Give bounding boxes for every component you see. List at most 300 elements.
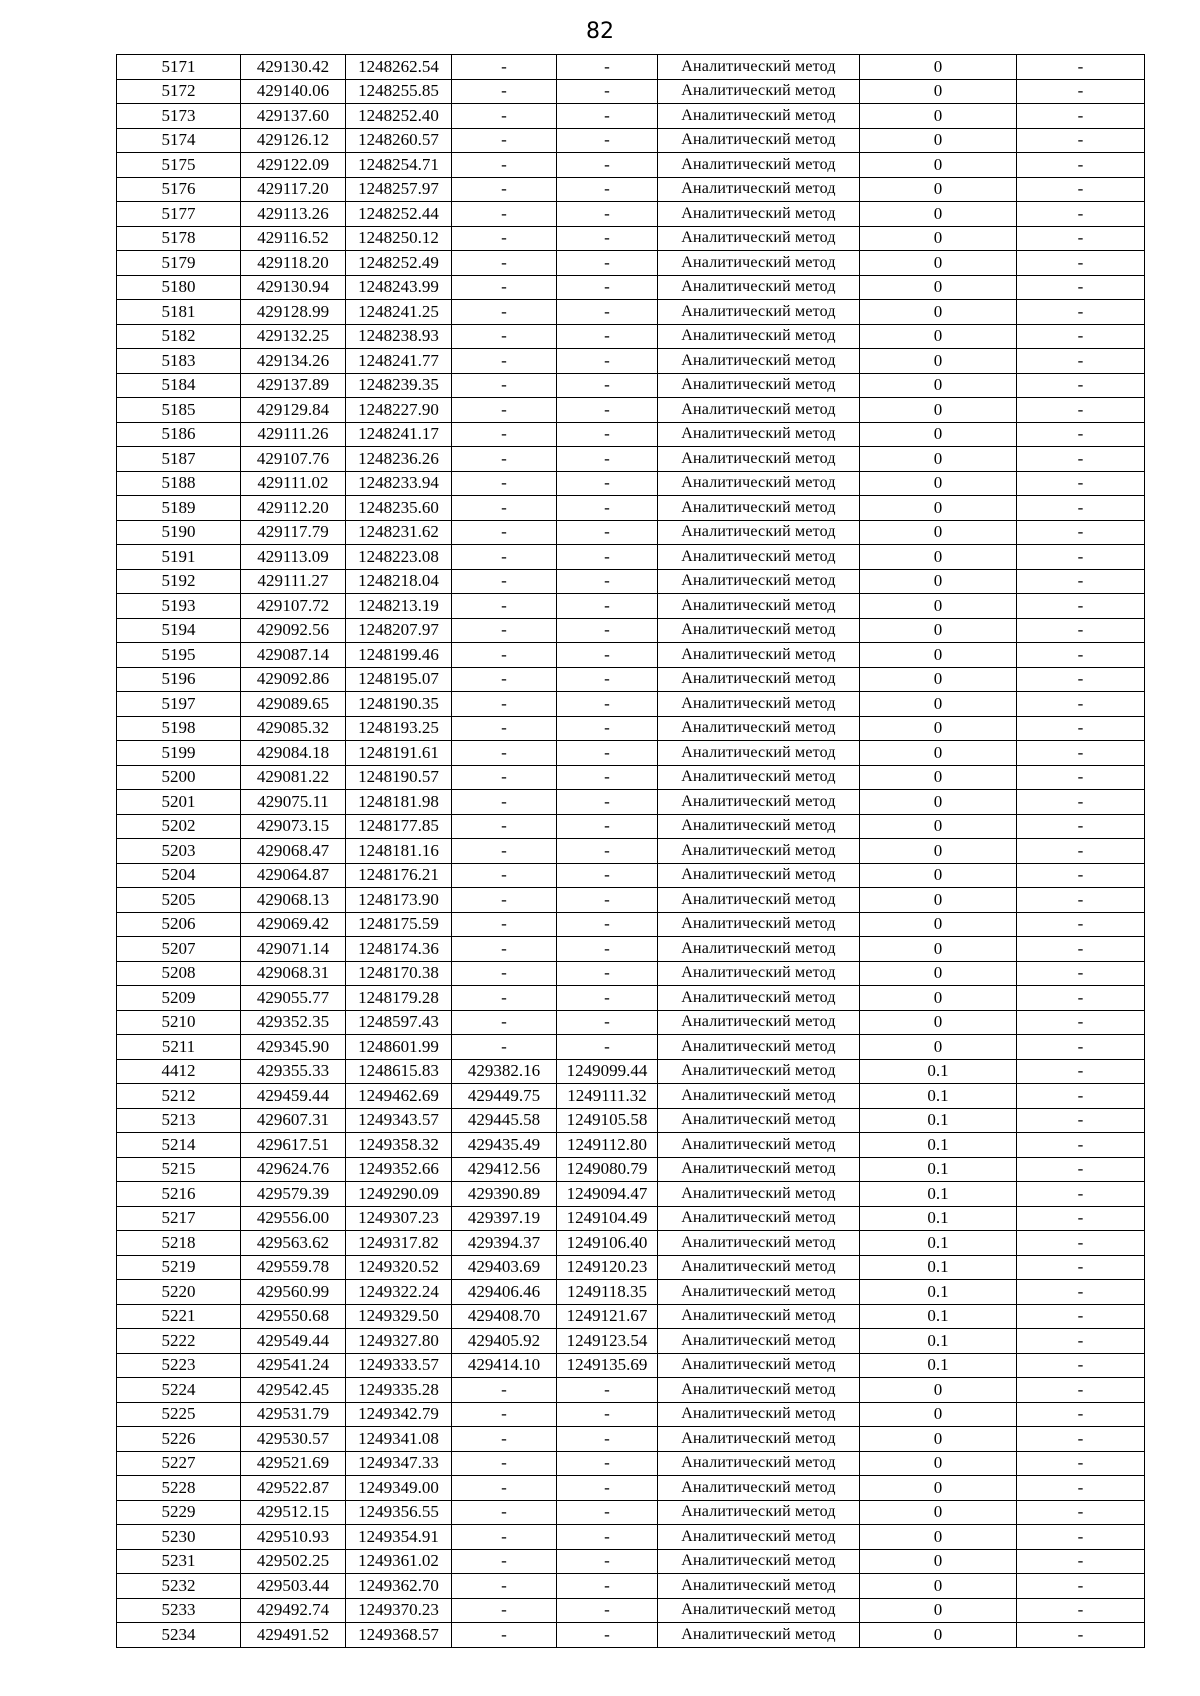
note-cell: - [1017,1427,1145,1452]
y2-coord-cell: - [557,545,658,570]
table-body [117,55,1145,1648]
table-row [117,716,1145,741]
x-coord-cell: 429092.86 [241,667,346,692]
method-cell: Аналитический метод [658,496,860,521]
y-coord-cell: 1248597.43 [346,1010,452,1035]
y-coord-cell: 1248257.97 [346,177,452,202]
x2-coord-cell: 429382.16 [452,1059,557,1084]
y-coord-cell: 1248238.93 [346,324,452,349]
note-cell: - [1017,1206,1145,1231]
point-number-cell: 5182 [117,324,241,349]
x-coord-cell: 429503.44 [241,1574,346,1599]
accuracy-cell: 0 [860,1378,1017,1403]
table-row [117,1525,1145,1550]
x-coord-cell: 429352.35 [241,1010,346,1035]
table-row [117,128,1145,153]
accuracy-cell: 0 [860,618,1017,643]
accuracy-cell: 0 [860,643,1017,668]
y-coord-cell: 1248227.90 [346,398,452,423]
x2-coord-cell: 429394.37 [452,1231,557,1256]
note-cell: - [1017,937,1145,962]
x-coord-cell: 429556.00 [241,1206,346,1231]
accuracy-cell: 0 [860,1010,1017,1035]
note-cell: - [1017,1133,1145,1158]
y2-coord-cell: - [557,569,658,594]
method-cell: Аналитический метод [658,1378,860,1403]
point-number-cell: 5185 [117,398,241,423]
point-number-cell: 5178 [117,226,241,251]
x-coord-cell: 429522.87 [241,1476,346,1501]
table-row [117,1084,1145,1109]
x2-coord-cell: 429408.70 [452,1304,557,1329]
point-number-cell: 5221 [117,1304,241,1329]
note-cell: - [1017,447,1145,472]
table-row [117,422,1145,447]
point-number-cell: 5193 [117,594,241,619]
y2-coord-cell: - [557,765,658,790]
x2-coord-cell: 429390.89 [452,1182,557,1207]
point-number-cell: 5227 [117,1451,241,1476]
y2-coord-cell: - [557,1500,658,1525]
y2-coord-cell: - [557,202,658,227]
y-coord-cell: 1248176.21 [346,863,452,888]
method-cell: Аналитический метод [658,373,860,398]
x2-coord-cell: - [452,471,557,496]
note-cell: - [1017,961,1145,986]
note-cell: - [1017,104,1145,129]
method-cell: Аналитический метод [658,251,860,276]
accuracy-cell: 0 [860,300,1017,325]
method-cell: Аналитический метод [658,1157,860,1182]
x-coord-cell: 429491.52 [241,1623,346,1648]
x-coord-cell: 429126.12 [241,128,346,153]
x-coord-cell: 429111.02 [241,471,346,496]
accuracy-cell: 0 [860,912,1017,937]
table-row [117,839,1145,864]
y-coord-cell: 1249370.23 [346,1598,452,1623]
table-row [117,55,1145,80]
accuracy-cell: 0.1 [860,1157,1017,1182]
note-cell: - [1017,496,1145,521]
method-cell: Аналитический метод [658,667,860,692]
point-number-cell: 5197 [117,692,241,717]
y-coord-cell: 1248190.57 [346,765,452,790]
y2-coord-cell: - [557,177,658,202]
x-coord-cell: 429355.33 [241,1059,346,1084]
x2-coord-cell: - [452,275,557,300]
note-cell: - [1017,177,1145,202]
table-row [117,912,1145,937]
point-number-cell: 5229 [117,1500,241,1525]
x2-coord-cell: - [452,937,557,962]
note-cell: - [1017,1451,1145,1476]
x-coord-cell: 429068.31 [241,961,346,986]
method-cell: Аналитический метод [658,1525,860,1550]
accuracy-cell: 0 [860,569,1017,594]
point-number-cell: 5184 [117,373,241,398]
table-row [117,937,1145,962]
table-row [117,1500,1145,1525]
x-coord-cell: 429510.93 [241,1525,346,1550]
method-cell: Аналитический метод [658,1280,860,1305]
note-cell: - [1017,1598,1145,1623]
note-cell: - [1017,1500,1145,1525]
note-cell: - [1017,765,1145,790]
method-cell: Аналитический метод [658,1108,860,1133]
method-cell: Аналитический метод [658,1304,860,1329]
note-cell: - [1017,912,1145,937]
accuracy-cell: 0 [860,716,1017,741]
y-coord-cell: 1249368.57 [346,1623,452,1648]
table-row [117,545,1145,570]
x2-coord-cell: - [452,618,557,643]
accuracy-cell: 0 [860,741,1017,766]
y-coord-cell: 1248181.16 [346,839,452,864]
method-cell: Аналитический метод [658,128,860,153]
y2-coord-cell: - [557,1549,658,1574]
y-coord-cell: 1249342.79 [346,1402,452,1427]
y-coord-cell: 1248190.35 [346,692,452,717]
x-coord-cell: 429345.90 [241,1035,346,1060]
y2-coord-cell: 1249105.58 [557,1108,658,1133]
x-coord-cell: 429134.26 [241,349,346,374]
x2-coord-cell: - [452,496,557,521]
table-row [117,104,1145,129]
method-cell: Аналитический метод [658,202,860,227]
accuracy-cell: 0 [860,986,1017,1011]
method-cell: Аналитический метод [658,863,860,888]
x2-coord-cell: 429397.19 [452,1206,557,1231]
y-coord-cell: 1249317.82 [346,1231,452,1256]
y2-coord-cell: - [557,1476,658,1501]
note-cell: - [1017,692,1145,717]
accuracy-cell: 0 [860,1476,1017,1501]
y2-coord-cell: - [557,1623,658,1648]
point-number-cell: 5224 [117,1378,241,1403]
point-number-cell: 5174 [117,128,241,153]
table-row [117,398,1145,423]
method-cell: Аналитический метод [658,1231,860,1256]
y-coord-cell: 1248601.99 [346,1035,452,1060]
x-coord-cell: 429137.60 [241,104,346,129]
y-coord-cell: 1248241.25 [346,300,452,325]
accuracy-cell: 0 [860,398,1017,423]
y-coord-cell: 1248243.99 [346,275,452,300]
x-coord-cell: 429530.57 [241,1427,346,1452]
table-row [117,1231,1145,1256]
method-cell: Аналитический метод [658,937,860,962]
x-coord-cell: 429130.94 [241,275,346,300]
point-number-cell: 5198 [117,716,241,741]
y2-coord-cell: - [557,986,658,1011]
x2-coord-cell: - [452,1378,557,1403]
table-row [117,1182,1145,1207]
x2-coord-cell: - [452,1427,557,1452]
x-coord-cell: 429117.79 [241,520,346,545]
accuracy-cell: 0 [860,1451,1017,1476]
y-coord-cell: 1249361.02 [346,1549,452,1574]
y-coord-cell: 1249333.57 [346,1353,452,1378]
x-coord-cell: 429055.77 [241,986,346,1011]
accuracy-cell: 0 [860,594,1017,619]
note-cell: - [1017,398,1145,423]
y2-coord-cell: - [557,398,658,423]
accuracy-cell: 0.1 [860,1206,1017,1231]
x-coord-cell: 429111.27 [241,569,346,594]
table-row [117,765,1145,790]
method-cell: Аналитический метод [658,1598,860,1623]
table-row [117,888,1145,913]
point-number-cell: 5223 [117,1353,241,1378]
x2-coord-cell: - [452,447,557,472]
table-row [117,496,1145,521]
method-cell: Аналитический метод [658,1206,860,1231]
y2-coord-cell: - [557,520,658,545]
method-cell: Аналитический метод [658,275,860,300]
point-number-cell: 5233 [117,1598,241,1623]
y2-coord-cell: 1249118.35 [557,1280,658,1305]
accuracy-cell: 0 [860,667,1017,692]
accuracy-cell: 0 [860,888,1017,913]
y-coord-cell: 1248175.59 [346,912,452,937]
y2-coord-cell: - [557,496,658,521]
point-number-cell: 5200 [117,765,241,790]
x-coord-cell: 429563.62 [241,1231,346,1256]
method-cell: Аналитический метод [658,447,860,472]
y-coord-cell: 1248241.17 [346,422,452,447]
note-cell: - [1017,1059,1145,1084]
accuracy-cell: 0 [860,1402,1017,1427]
x-coord-cell: 429560.99 [241,1280,346,1305]
y-coord-cell: 1248179.28 [346,986,452,1011]
accuracy-cell: 0 [860,765,1017,790]
x2-coord-cell: - [452,961,557,986]
note-cell: - [1017,202,1145,227]
accuracy-cell: 0 [860,153,1017,178]
x2-coord-cell: - [452,986,557,1011]
y-coord-cell: 1249335.28 [346,1378,452,1403]
note-cell: - [1017,251,1145,276]
y2-coord-cell: - [557,912,658,937]
x2-coord-cell: - [452,1500,557,1525]
point-number-cell: 5172 [117,79,241,104]
table-row [117,986,1145,1011]
x2-coord-cell: - [452,300,557,325]
y-coord-cell: 1249362.70 [346,1574,452,1599]
accuracy-cell: 0 [860,1598,1017,1623]
table-row [117,569,1145,594]
table-row [117,1206,1145,1231]
x2-coord-cell: - [452,716,557,741]
accuracy-cell: 0 [860,520,1017,545]
y-coord-cell: 1249356.55 [346,1500,452,1525]
note-cell: - [1017,545,1145,570]
note-cell: - [1017,986,1145,1011]
accuracy-cell: 0 [860,79,1017,104]
point-number-cell: 5228 [117,1476,241,1501]
y-coord-cell: 1248250.12 [346,226,452,251]
method-cell: Аналитический метод [658,153,860,178]
accuracy-cell: 0 [860,839,1017,864]
y2-coord-cell: - [557,790,658,815]
point-number-cell: 5219 [117,1255,241,1280]
x2-coord-cell: - [452,104,557,129]
x2-coord-cell: - [452,373,557,398]
x2-coord-cell: - [452,569,557,594]
x2-coord-cell: - [452,79,557,104]
y2-coord-cell: - [557,1574,658,1599]
x2-coord-cell: 429412.56 [452,1157,557,1182]
table-row [117,300,1145,325]
accuracy-cell: 0.1 [860,1280,1017,1305]
x-coord-cell: 429113.26 [241,202,346,227]
x-coord-cell: 429068.47 [241,839,346,864]
y2-coord-cell: - [557,79,658,104]
x2-coord-cell: - [452,520,557,545]
point-number-cell: 5211 [117,1035,241,1060]
y-coord-cell: 1249352.66 [346,1157,452,1182]
note-cell: - [1017,471,1145,496]
table-row [117,1035,1145,1060]
y-coord-cell: 1249347.33 [346,1451,452,1476]
note-cell: - [1017,790,1145,815]
x-coord-cell: 429579.39 [241,1182,346,1207]
note-cell: - [1017,1084,1145,1109]
y-coord-cell: 1248199.46 [346,643,452,668]
table-row [117,1598,1145,1623]
y-coord-cell: 1248191.61 [346,741,452,766]
note-cell: - [1017,1182,1145,1207]
point-number-cell: 5226 [117,1427,241,1452]
y2-coord-cell: 1249123.54 [557,1329,658,1354]
x-coord-cell: 429068.13 [241,888,346,913]
note-cell: - [1017,55,1145,80]
note-cell: - [1017,1549,1145,1574]
method-cell: Аналитический метод [658,839,860,864]
x2-coord-cell: - [452,863,557,888]
table-row [117,1133,1145,1158]
accuracy-cell: 0 [860,202,1017,227]
note-cell: - [1017,814,1145,839]
x-coord-cell: 429117.20 [241,177,346,202]
table-row [117,1010,1145,1035]
x2-coord-cell: - [452,1402,557,1427]
y-coord-cell: 1249462.69 [346,1084,452,1109]
y-coord-cell: 1248241.77 [346,349,452,374]
table-row [117,251,1145,276]
point-number-cell: 5234 [117,1623,241,1648]
x2-coord-cell: - [452,1476,557,1501]
accuracy-cell: 0 [860,790,1017,815]
y-coord-cell: 1248615.83 [346,1059,452,1084]
x2-coord-cell: - [452,202,557,227]
note-cell: - [1017,300,1145,325]
note-cell: - [1017,1525,1145,1550]
point-number-cell: 5188 [117,471,241,496]
x-coord-cell: 429128.99 [241,300,346,325]
table-row [117,1059,1145,1084]
accuracy-cell: 0 [860,251,1017,276]
table-row [117,814,1145,839]
accuracy-cell: 0 [860,128,1017,153]
y-coord-cell: 1248207.97 [346,618,452,643]
method-cell: Аналитический метод [658,1574,860,1599]
accuracy-cell: 0 [860,937,1017,962]
x-coord-cell: 429459.44 [241,1084,346,1109]
x2-coord-cell: - [452,251,557,276]
y-coord-cell: 1249327.80 [346,1329,452,1354]
method-cell: Аналитический метод [658,1329,860,1354]
y2-coord-cell: - [557,1525,658,1550]
accuracy-cell: 0 [860,324,1017,349]
method-cell: Аналитический метод [658,741,860,766]
y2-coord-cell: - [557,300,658,325]
table-row [117,1623,1145,1648]
x2-coord-cell: - [452,1549,557,1574]
accuracy-cell: 0 [860,1525,1017,1550]
y2-coord-cell: - [557,128,658,153]
table-row [117,349,1145,374]
table-row [117,667,1145,692]
note-cell: - [1017,839,1145,864]
table-row [117,594,1145,619]
accuracy-cell: 0.1 [860,1084,1017,1109]
method-cell: Аналитический метод [658,1549,860,1574]
table-row [117,863,1145,888]
table-row [117,790,1145,815]
y-coord-cell: 1248252.44 [346,202,452,227]
note-cell: - [1017,618,1145,643]
y2-coord-cell: - [557,643,658,668]
note-cell: - [1017,373,1145,398]
method-cell: Аналитический метод [658,986,860,1011]
point-number-cell: 5213 [117,1108,241,1133]
x-coord-cell: 429122.09 [241,153,346,178]
x-coord-cell: 429140.06 [241,79,346,104]
point-number-cell: 5177 [117,202,241,227]
y2-coord-cell: - [557,153,658,178]
accuracy-cell: 0 [860,1500,1017,1525]
point-number-cell: 5212 [117,1084,241,1109]
method-cell: Аналитический метод [658,692,860,717]
x2-coord-cell: - [452,422,557,447]
x2-coord-cell: - [452,594,557,619]
method-cell: Аналитический метод [658,1182,860,1207]
accuracy-cell: 0 [860,692,1017,717]
point-number-cell: 5210 [117,1010,241,1035]
y-coord-cell: 1248254.71 [346,153,452,178]
point-number-cell: 5196 [117,667,241,692]
y-coord-cell: 1248231.62 [346,520,452,545]
table-row [117,1280,1145,1305]
note-cell: - [1017,1255,1145,1280]
x-coord-cell: 429137.89 [241,373,346,398]
point-number-cell: 5205 [117,888,241,913]
y2-coord-cell: - [557,373,658,398]
method-cell: Аналитический метод [658,912,860,937]
point-number-cell: 5180 [117,275,241,300]
method-cell: Аналитический метод [658,1084,860,1109]
x2-coord-cell: 429405.92 [452,1329,557,1354]
y2-coord-cell: - [557,888,658,913]
note-cell: - [1017,643,1145,668]
x-coord-cell: 429092.56 [241,618,346,643]
x2-coord-cell: 429406.46 [452,1280,557,1305]
method-cell: Аналитический метод [658,1402,860,1427]
note-cell: - [1017,422,1145,447]
y-coord-cell: 1248239.35 [346,373,452,398]
x2-coord-cell: - [452,814,557,839]
